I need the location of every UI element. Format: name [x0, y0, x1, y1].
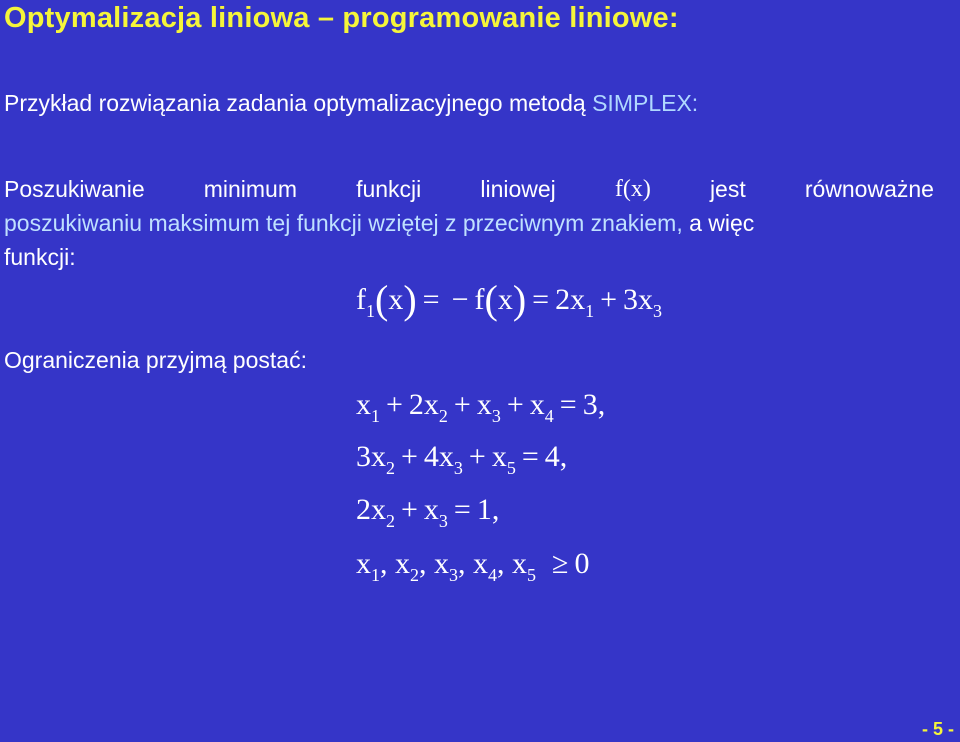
subscript: 2	[386, 458, 395, 478]
rhs-value: 4,	[544, 440, 568, 473]
subscript: 3	[653, 301, 662, 321]
minus-sign: −	[451, 283, 469, 316]
word-liniowej: liniowej	[480, 176, 556, 202]
term: x	[356, 388, 371, 421]
comma: ,	[380, 547, 388, 580]
slide-title: Optymalizacja liniowa – programowanie liniowe:	[4, 2, 679, 34]
rhs-value: 3,	[582, 388, 606, 421]
term: x	[529, 388, 545, 421]
word-rownowazne: równoważne	[804, 176, 934, 202]
function-symbol: f(x)	[614, 176, 651, 202]
plus-sign: +	[401, 493, 418, 526]
paragraph-line-1	[4, 172, 934, 206]
term: 2x	[356, 493, 386, 526]
subscript: 3	[449, 565, 458, 585]
constraint-3	[356, 493, 499, 532]
term: x	[423, 493, 439, 526]
equals-sign: =	[532, 283, 550, 316]
subscript: 2	[386, 511, 395, 531]
symbol-f: f	[474, 283, 485, 316]
subscript: 4	[488, 565, 497, 585]
subscript: 2	[438, 406, 448, 426]
word-jest: jest	[709, 176, 746, 202]
comma: ,	[497, 547, 505, 580]
paragraph-line-2	[4, 206, 934, 240]
subtitle-text: Przykład rozwiązania zadania optymalizacyjnego metodą	[4, 90, 593, 116]
subscript: 5	[527, 565, 536, 585]
term: 3x	[623, 283, 653, 316]
subscript: 1	[371, 406, 380, 426]
description-paragraph	[4, 172, 934, 274]
constraint-2	[356, 440, 567, 479]
subscript: 3	[453, 458, 463, 478]
term: 2x	[408, 388, 439, 421]
symbol-x: x	[388, 283, 404, 316]
paragraph-line-2-text: poszukiwaniu maksimum tej funkcji wziętej z przeciwnym znakiem,	[4, 210, 683, 236]
slide-subtitle	[4, 90, 698, 117]
equals-sign: =	[422, 283, 440, 316]
constraint-1	[356, 388, 605, 427]
page-number: - 5 -	[921, 719, 954, 739]
word-funkcji: funkcji	[356, 176, 422, 202]
word-minimum: minimum	[203, 176, 297, 202]
subscript: 5	[506, 458, 516, 478]
paragraph-line-3: funkcji:	[4, 244, 76, 270]
comma: ,	[458, 547, 466, 580]
paragraph-line-2-tail: a więc	[682, 210, 755, 236]
symbol-x: x	[434, 547, 449, 580]
subscript: 2	[410, 565, 419, 585]
equals-sign: =	[453, 493, 471, 526]
subscript: 1	[585, 301, 595, 321]
symbol-x: x	[395, 547, 410, 580]
equals-sign: =	[559, 388, 577, 421]
equals-sign: =	[521, 440, 539, 473]
constraints-label: Ograniczenia przyjmą postać:	[4, 347, 307, 373]
plus-sign: +	[468, 440, 486, 473]
symbol-x: x	[356, 547, 371, 580]
term: 3x	[356, 440, 386, 473]
nonnegativity-constraint	[356, 547, 589, 586]
paren-open: (	[375, 277, 389, 322]
term: 4x	[423, 440, 454, 473]
term: 2x	[555, 283, 586, 316]
plus-sign: +	[401, 440, 418, 473]
symbol-f: f	[356, 283, 366, 316]
subscript: 1	[366, 301, 375, 321]
paren-open: (	[484, 277, 498, 322]
paren-close: )	[403, 277, 417, 322]
subscript: 4	[544, 406, 554, 426]
symbol-x: x	[512, 547, 527, 580]
subscript: 3	[491, 406, 501, 426]
subtitle-accent: SIMPLEX:	[592, 90, 699, 116]
greater-equal-sign: ≥	[552, 547, 569, 580]
plus-sign: +	[506, 388, 524, 421]
term: x	[491, 440, 507, 473]
rhs-value: 1,	[476, 493, 500, 526]
paren-close: )	[512, 277, 527, 322]
subscript: 1	[371, 565, 380, 585]
plus-sign: +	[600, 283, 617, 316]
objective-equation	[356, 276, 662, 323]
symbol-x: x	[473, 547, 488, 580]
subscript: 3	[438, 511, 448, 531]
word-poszukiwanie: Poszukiwanie	[4, 176, 145, 202]
plus-sign: +	[386, 388, 403, 421]
comma: ,	[419, 547, 427, 580]
term: x	[476, 388, 492, 421]
symbol-x: x	[497, 283, 513, 316]
plus-sign: +	[453, 388, 471, 421]
rhs-value: 0	[574, 547, 590, 580]
